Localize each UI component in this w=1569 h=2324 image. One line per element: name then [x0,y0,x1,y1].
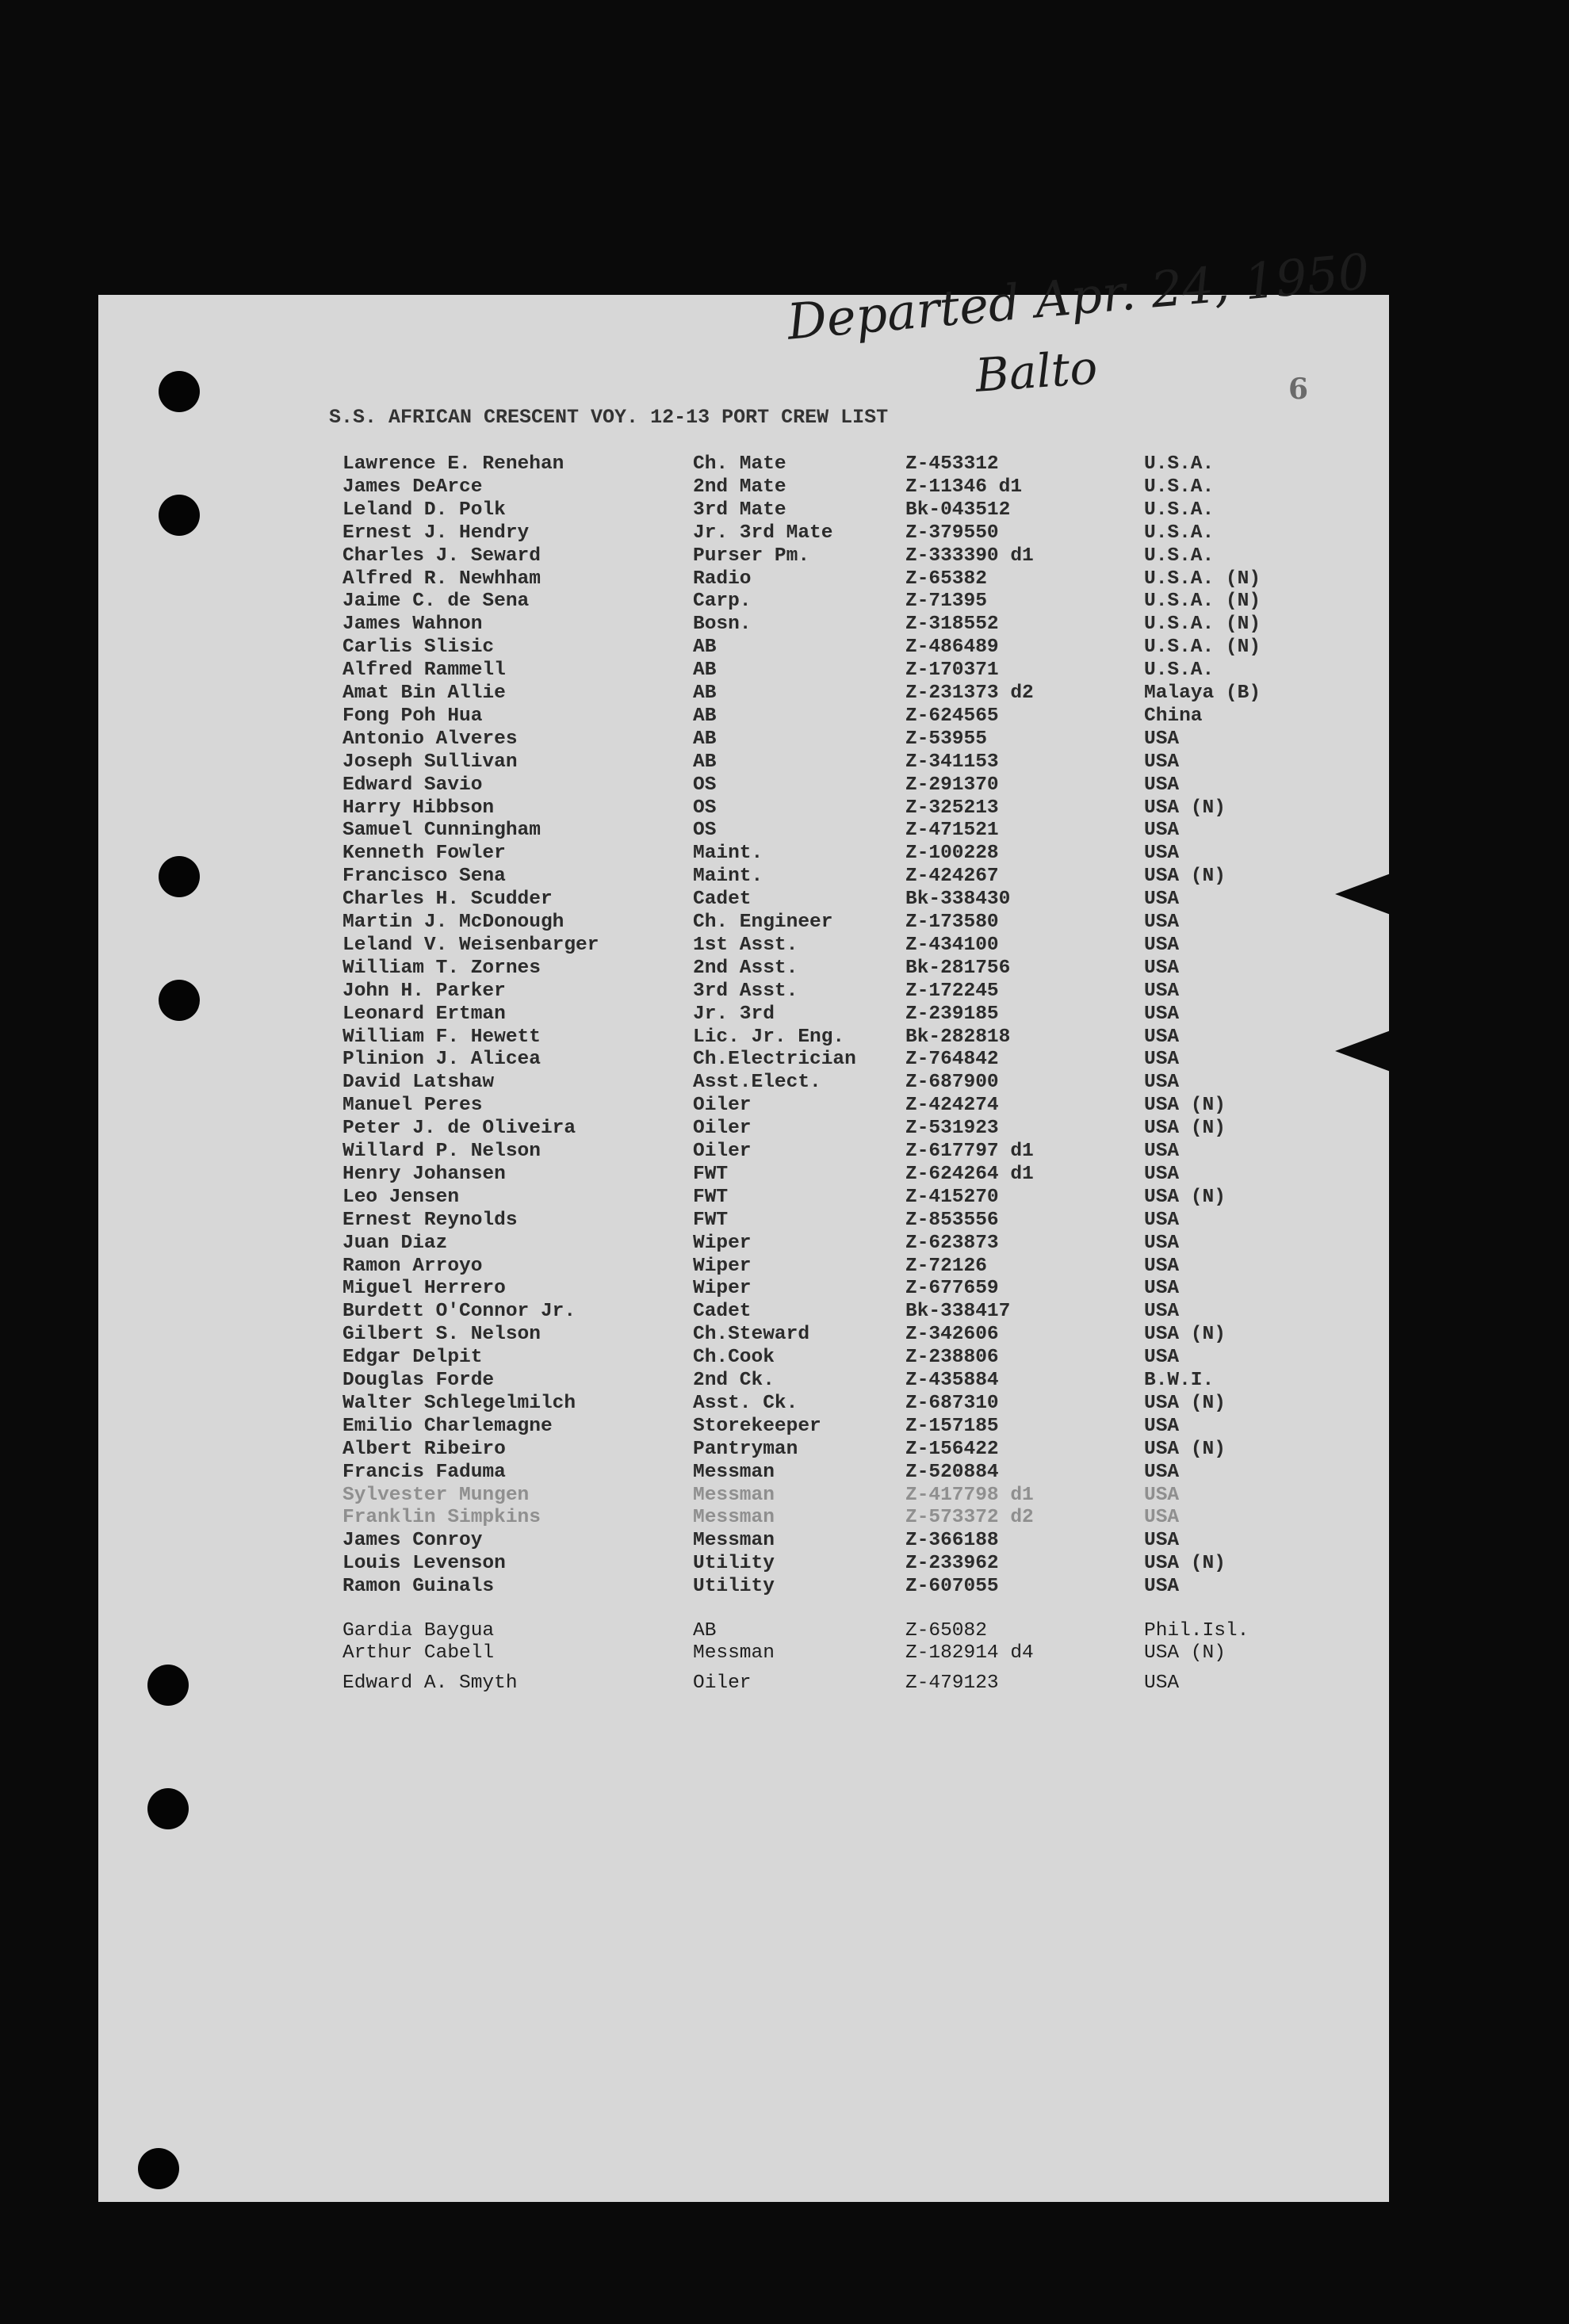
crew-rank: Wiper [693,1256,752,1277]
crew-name: James Wahnon [343,613,483,635]
crew-row [0,820,1569,843]
crew-row [0,1118,1569,1141]
crew-rank: 1st Asst. [693,935,798,956]
crew-row [0,705,1569,728]
crew-nationality: USA [1144,1003,1180,1025]
crew-nationality: USA [1144,1026,1180,1048]
crew-z-number: Z-325213 [905,797,999,819]
crew-nationality: B.W.I. [1144,1370,1215,1391]
crew-row [0,1026,1569,1049]
crew-nationality: USA [1144,1507,1180,1528]
crew-row [0,636,1569,659]
crew-z-number: Bk-338417 [905,1301,1011,1322]
crew-name: Louis Levenson [343,1553,506,1574]
crew-nationality: USA [1144,1233,1180,1254]
crew-row [0,1530,1569,1553]
crew-rank: OS [693,820,717,841]
crew-name: Edward A. Smyth [343,1672,518,1694]
crew-nationality: USA (N) [1144,1187,1226,1208]
crew-name: Franklin Simpkins [343,1507,541,1528]
crew-name: Carlis Slisic [343,636,495,658]
crew-z-number: Z-417798 d1 [905,1485,1034,1506]
crew-row [0,866,1569,889]
crew-nationality: USA [1144,1049,1180,1070]
crew-rank: Maint. [693,866,763,887]
crew-name: Charles J. Seward [343,545,541,567]
crew-rank: AB [693,659,717,681]
crew-row [0,1256,1569,1279]
crew-row [0,545,1569,568]
crew-nationality: U.S.A. [1144,659,1215,681]
crew-rank: Asst.Elect. [693,1072,821,1093]
crew-rank: Oiler [693,1118,752,1139]
crew-nationality: U.S.A. [1144,522,1215,544]
crew-name: Charles H. Scudder [343,889,553,910]
handwritten-port-note: Balto [974,340,1100,403]
crew-nationality: USA [1144,980,1180,1002]
crew-row [0,1301,1569,1324]
crew-z-number: Z-624264 d1 [905,1164,1034,1185]
crew-z-number: Z-182914 d4 [905,1642,1034,1664]
crew-name: Gardia Baygua [343,1620,495,1642]
crew-z-number: Z-366188 [905,1530,999,1551]
crew-z-number: Z-573372 d2 [905,1507,1034,1528]
crew-rank: AB [693,705,717,727]
crew-rank: Oiler [693,1141,752,1162]
crew-row [0,476,1569,499]
crew-row [0,728,1569,751]
page-number: 6 [1288,373,1309,406]
crew-nationality: USA [1144,935,1180,956]
crew-name: Burdett O'Connor Jr. [343,1301,576,1322]
crew-rank: FWT [693,1187,729,1208]
crew-name: Jaime C. de Sena [343,591,530,612]
crew-name: Edgar Delpit [343,1347,483,1368]
crew-z-number: Z-617797 d1 [905,1141,1034,1162]
crew-z-number: Z-453312 [905,453,999,475]
crew-nationality: USA [1144,1462,1180,1483]
crew-rank: FWT [693,1210,729,1231]
crew-rank: Ch. Mate [693,453,786,475]
crew-row [0,453,1569,476]
crew-rank: Carp. [693,591,752,612]
crew-z-number: Z-238806 [905,1347,999,1368]
crew-rank: Messman [693,1642,775,1664]
crew-rank: Purser Pm. [693,545,810,567]
crew-name: Leland V. Weisenbarger [343,935,599,956]
crew-nationality: USA (N) [1144,1118,1226,1139]
crew-z-number: Z-333390 d1 [905,545,1034,567]
crew-rank: Storekeeper [693,1416,821,1437]
crew-row [0,1485,1569,1508]
crew-name: Emilio Charlemagne [343,1416,553,1437]
crew-z-number: Z-415270 [905,1187,999,1208]
crew-rank: Jr. 3rd Mate [693,522,833,544]
crew-z-number: Z-764842 [905,1049,999,1070]
punch-hole [147,1788,189,1829]
crew-nationality: USA [1144,1416,1180,1437]
crew-name: John H. Parker [343,980,506,1002]
crew-row [0,1672,1569,1695]
crew-rank: Cadet [693,889,752,910]
crew-row [0,568,1569,591]
crew-name: Plinion J. Alicea [343,1049,541,1070]
crew-name: Fong Poh Hua [343,705,483,727]
crew-rank: Ch.Steward [693,1324,810,1345]
crew-z-number: Bk-282818 [905,1026,1011,1048]
crew-name: Albert Ribeiro [343,1439,506,1460]
crew-nationality: USA [1144,751,1180,773]
crew-name: Ernest Reynolds [343,1210,518,1231]
crew-name: David Latshaw [343,1072,495,1093]
crew-rank: 2nd Ck. [693,1370,775,1391]
crew-row [0,1576,1569,1599]
crew-name: Ramon Guinals [343,1576,495,1597]
crew-rank: Messman [693,1507,775,1528]
crew-rank: Ch. Engineer [693,912,833,933]
crew-nationality: USA [1144,1672,1180,1694]
crew-row [0,1095,1569,1118]
crew-row [0,1164,1569,1187]
crew-nationality: USA [1144,1347,1180,1368]
crew-z-number: Z-486489 [905,636,999,658]
crew-rank: Utility [693,1553,775,1574]
crew-z-number: Bk-281756 [905,958,1011,979]
crew-name: Antonio Alveres [343,728,518,750]
crew-nationality: USA [1144,1072,1180,1093]
crew-row [0,1347,1569,1370]
crew-nationality: U.S.A. [1144,499,1215,521]
crew-rank: 2nd Asst. [693,958,798,979]
crew-z-number: Z-318552 [905,613,999,635]
crew-row [0,1393,1569,1416]
crew-row [0,1003,1569,1026]
crew-name: Ramon Arroyo [343,1256,483,1277]
crew-nationality: U.S.A. [1144,545,1215,567]
crew-rank: Radio [693,568,752,590]
crew-name: Peter J. de Oliveira [343,1118,576,1139]
crew-nationality: U.S.A. [1144,476,1215,498]
crew-nationality: USA [1144,912,1180,933]
crew-row [0,912,1569,935]
crew-rank: 3rd Asst. [693,980,798,1002]
crew-z-number: Z-687310 [905,1393,999,1414]
crew-name: Francis Faduma [343,1462,506,1483]
crew-name: Willard P. Nelson [343,1141,541,1162]
crew-nationality: USA [1144,958,1180,979]
crew-z-number: Z-379550 [905,522,999,544]
crew-nationality: USA [1144,1278,1180,1299]
crew-row [0,1210,1569,1233]
crew-row [0,889,1569,912]
crew-row [0,682,1569,705]
crew-z-number: Z-424267 [905,866,999,887]
crew-name: Miguel Herrero [343,1278,506,1299]
crew-row [0,1439,1569,1462]
crew-row [0,980,1569,1003]
crew-rank: Asst. Ck. [693,1393,798,1414]
crew-rank: AB [693,682,717,704]
crew-z-number: Z-65082 [905,1620,987,1642]
crew-name: Douglas Forde [343,1370,495,1391]
crew-z-number: Z-65382 [905,568,987,590]
crew-row [0,1620,1569,1643]
crew-name: Manuel Peres [343,1095,483,1116]
crew-row [0,591,1569,613]
crew-nationality: USA (N) [1144,866,1226,887]
crew-name: Francisco Sena [343,866,506,887]
crew-rank: Utility [693,1576,775,1597]
crew-nationality: USA [1144,1210,1180,1231]
crew-name: Leonard Ertman [343,1003,506,1025]
crew-rank: AB [693,751,717,773]
crew-z-number: Z-471521 [905,820,999,841]
crew-name: Alfred R. Newhham [343,568,541,590]
crew-rank: Cadet [693,1301,752,1322]
crew-z-number: Z-170371 [905,659,999,681]
crew-row [0,1416,1569,1439]
crew-nationality: USA [1144,843,1180,864]
crew-row [0,751,1569,774]
crew-name: Juan Diaz [343,1233,448,1254]
crew-z-number: Z-11346 d1 [905,476,1023,498]
crew-nationality: USA (N) [1144,1642,1226,1664]
crew-nationality: USA [1144,1164,1180,1185]
crew-z-number: Z-424274 [905,1095,999,1116]
crew-rank: Messman [693,1485,775,1506]
crew-z-number: Z-479123 [905,1672,999,1694]
crew-z-number: Z-677659 [905,1278,999,1299]
crew-row [0,499,1569,522]
handwritten-departure-note: Departed Apr. 24, 1950 [785,242,1372,351]
crew-nationality: USA (N) [1144,1324,1226,1345]
crew-row [0,958,1569,980]
crew-rank: FWT [693,1164,729,1185]
crew-rank: AB [693,728,717,750]
crew-z-number: Z-520884 [905,1462,999,1483]
crew-name: Gilbert S. Nelson [343,1324,541,1345]
crew-name: Kenneth Fowler [343,843,506,864]
crew-row [0,1278,1569,1301]
crew-z-number: Bk-043512 [905,499,1011,521]
crew-name: William T. Zornes [343,958,541,979]
crew-z-number: Z-853556 [905,1210,999,1231]
crew-row [0,1141,1569,1164]
crew-row [0,1324,1569,1347]
crew-name: James Conroy [343,1530,483,1551]
crew-rank: 3rd Mate [693,499,786,521]
crew-name: Sylvester Mungen [343,1485,530,1506]
crew-row [0,1642,1569,1665]
crew-nationality: USA [1144,820,1180,841]
crew-nationality: USA [1144,728,1180,750]
crew-nationality: U.S.A. (N) [1144,591,1261,612]
crew-z-number: Z-623873 [905,1233,999,1254]
crew-nationality: USA (N) [1144,1393,1226,1414]
crew-z-number: Z-157185 [905,1416,999,1437]
crew-rank: Jr. 3rd [693,1003,775,1025]
crew-nationality: USA [1144,1485,1180,1506]
punch-hole [159,371,200,412]
crew-nationality: China [1144,705,1203,727]
crew-z-number: Z-100228 [905,843,999,864]
crew-row [0,522,1569,545]
crew-row [0,935,1569,958]
crew-row [0,1370,1569,1393]
crew-nationality: USA [1144,1256,1180,1277]
crew-name: Lawrence E. Renehan [343,453,564,475]
crew-rank: Bosn. [693,613,752,635]
crew-z-number: Z-173580 [905,912,999,933]
crew-rank: Ch.Electrician [693,1049,856,1070]
crew-z-number: Z-233962 [905,1553,999,1574]
crew-z-number: Z-156422 [905,1439,999,1460]
crew-list-header: S.S. AFRICAN CRESCENT VOY. 12-13 PORT CREW LIST [329,406,889,429]
crew-rank: Oiler [693,1672,752,1694]
crew-z-number: Z-687900 [905,1072,999,1093]
crew-z-number: Z-239185 [905,1003,999,1025]
crew-z-number: Z-53955 [905,728,987,750]
crew-name: Harry Hibbson [343,797,495,819]
crew-z-number: Z-291370 [905,774,999,796]
crew-rank: Wiper [693,1278,752,1299]
crew-nationality: USA [1144,889,1180,910]
crew-z-number: Z-624565 [905,705,999,727]
crew-row [0,797,1569,820]
crew-name: Arthur Cabell [343,1642,495,1664]
crew-row [0,613,1569,636]
crew-name: Joseph Sullivan [343,751,518,773]
crew-nationality: USA (N) [1144,1553,1226,1574]
crew-nationality: USA (N) [1144,797,1226,819]
crew-name: James DeArce [343,476,483,498]
crew-z-number: Z-71395 [905,591,987,612]
crew-row [0,659,1569,682]
crew-rank: Lic. Jr. Eng. [693,1026,845,1048]
crew-rank: AB [693,1620,717,1642]
crew-nationality: USA (N) [1144,1095,1226,1116]
crew-z-number: Z-434100 [905,935,999,956]
crew-nationality: U.S.A. (N) [1144,613,1261,635]
crew-nationality: U.S.A. [1144,453,1215,475]
crew-rank: Oiler [693,1095,752,1116]
crew-z-number: Z-231373 d2 [905,682,1034,704]
crew-row [0,1462,1569,1485]
crew-name: Alfred Rammell [343,659,506,681]
crew-nationality: U.S.A. (N) [1144,636,1261,658]
crew-nationality: Malaya (B) [1144,682,1261,704]
crew-z-number: Z-342606 [905,1324,999,1345]
crew-rank: Messman [693,1530,775,1551]
crew-row [0,843,1569,866]
crew-z-number: Z-435884 [905,1370,999,1391]
crew-row [0,1553,1569,1576]
crew-row [0,1049,1569,1072]
crew-name: Samuel Cunningham [343,820,541,841]
crew-name: Leo Jensen [343,1187,460,1208]
crew-row [0,774,1569,797]
crew-name: Amat Bin Allie [343,682,506,704]
crew-name: William F. Hewett [343,1026,541,1048]
crew-name: Ernest J. Hendry [343,522,530,544]
crew-row [0,1507,1569,1530]
crew-rank: AB [693,636,717,658]
crew-row [0,1233,1569,1256]
crew-rank: Messman [693,1462,775,1483]
crew-row [0,1187,1569,1210]
crew-name: Martin J. McDonough [343,912,564,933]
crew-rank: Ch.Cook [693,1347,775,1368]
crew-z-number: Z-172245 [905,980,999,1002]
crew-rank: 2nd Mate [693,476,786,498]
crew-nationality: Phil.Isl. [1144,1620,1249,1642]
crew-nationality: USA [1144,1530,1180,1551]
crew-z-number: Z-607055 [905,1576,999,1597]
crew-nationality: USA (N) [1144,1439,1226,1460]
crew-name: Edward Savio [343,774,483,796]
punch-hole [138,2148,179,2189]
crew-rank: Maint. [693,843,763,864]
crew-rank: OS [693,797,717,819]
crew-name: Leland D. Polk [343,499,506,521]
crew-z-number: Bk-338430 [905,889,1011,910]
crew-nationality: USA [1144,774,1180,796]
crew-nationality: USA [1144,1301,1180,1322]
crew-name: Walter Schlegelmilch [343,1393,576,1414]
crew-rank: OS [693,774,717,796]
crew-rank: Pantryman [693,1439,798,1460]
crew-z-number: Z-531923 [905,1118,999,1139]
crew-z-number: Z-72126 [905,1256,987,1277]
crew-z-number: Z-341153 [905,751,999,773]
crew-nationality: USA [1144,1576,1180,1597]
crew-name: Henry Johansen [343,1164,506,1185]
crew-row [0,1072,1569,1095]
crew-rank: Wiper [693,1233,752,1254]
crew-nationality: USA [1144,1141,1180,1162]
crew-nationality: U.S.A. (N) [1144,568,1261,590]
